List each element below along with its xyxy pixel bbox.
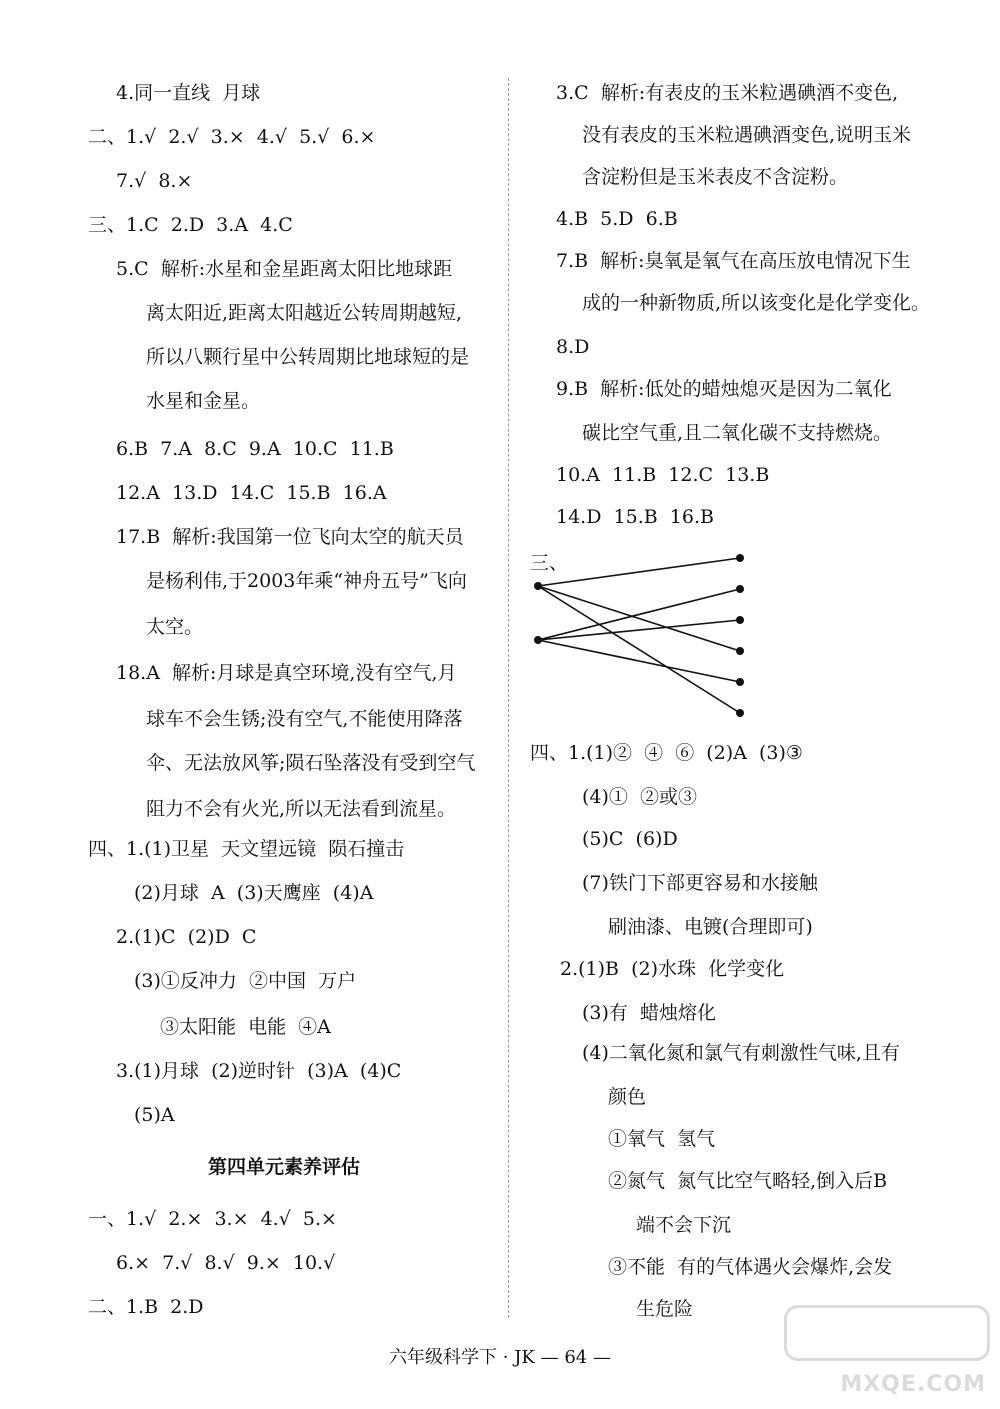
right-line-17: 刷油漆、电镀(合理即可) [608, 916, 813, 938]
left-line-27: 6.× 7.√ 8.√ 9.× 10.√ [116, 1252, 336, 1274]
left-line-23: 3.(1)月球 (2)逆时针 (3)A (4)C [116, 1060, 402, 1082]
match-left-dot-1 [534, 582, 542, 590]
right-line-2: 没有表皮的玉米粒遇碘酒变色,说明玉米 [582, 124, 912, 146]
match-line-2 [538, 586, 740, 651]
left-line-26: 一、1.√ 2.× 3.× 4.√ 5.× [88, 1208, 337, 1230]
right-line-26: 生危险 [636, 1298, 694, 1320]
right-line-15: (5)C (6)D [582, 828, 678, 850]
left-line-17: 阻力不会有火光,所以无法看到流星。 [146, 798, 457, 820]
match-right-dot-1 [736, 554, 744, 562]
right-line-24: 端不会下沉 [636, 1214, 732, 1236]
match-left-dot-2 [534, 636, 542, 644]
left-line-13: 太空。 [146, 616, 204, 638]
right-line-11: 14.D 15.B 16.B [556, 506, 714, 528]
left-line-5: 5.C 解析:水星和金星距离太阳比地球距 [116, 258, 453, 280]
matching-diagram [530, 548, 760, 728]
match-line-4 [538, 589, 740, 640]
right-line-25: ③不能 有的气体遇火会爆炸,会发 [608, 1256, 893, 1278]
left-line-14: 18.A 解析:月球是真空环境,没有空气,月 [116, 662, 457, 684]
left-line-16: 伞、无法放风筝;陨石坠落没有受到空气 [146, 752, 476, 774]
right-line-12: 三、 [530, 552, 569, 574]
right-line-14: (4)① ②或③ [582, 786, 697, 808]
match-line-1 [538, 558, 740, 586]
left-line-9: 6.B 7.A 8.C 9.A 10.C 11.B [116, 438, 394, 460]
right-line-16: (7)铁门下部更容易和水接触 [582, 872, 818, 894]
right-line-9: 碳比空气重,且二氧化碳不支持燃烧。 [582, 422, 893, 444]
right-line-20: (4)二氧化氮和氯气有刺激性气味,且有 [582, 1042, 900, 1064]
right-line-10: 10.A 11.B 12.C 13.B [556, 464, 770, 486]
right-line-22: ①氧气 氢气 [608, 1128, 716, 1150]
right-line-6: 成的一种新物质,所以该变化是化学变化。 [582, 292, 931, 314]
match-right-dot-4 [736, 647, 744, 655]
right-line-13: 四、1.(1)② ④ ⑥ (2)A (3)③ [530, 742, 803, 764]
left-line-3: 7.√ 8.× [116, 170, 193, 192]
right-line-18: 2.(1)B (2)水珠 化学变化 [560, 958, 785, 980]
left-line-10: 12.A 13.D 14.C 15.B 16.A [116, 482, 387, 504]
left-line-18: 四、1.(1)卫星 天文望远镜 陨石撞击 [88, 838, 405, 860]
right-line-3: 含淀粉但是玉米表皮不含淀粉。 [582, 166, 849, 188]
right-line-19: (3)有 蜡烛熔化 [582, 1002, 716, 1024]
watermark-text: MXQE.COM [840, 1372, 986, 1397]
column-divider [508, 78, 509, 1318]
left-line-15: 球车不会生锈;没有空气,不能使用降落 [146, 708, 463, 730]
right-line-5: 7.B 解析:臭氧是氧气在高压放电情况下生 [556, 250, 911, 272]
match-right-dot-5 [736, 678, 744, 686]
left-line-19: (2)月球 A (3)天鹰座 (4)A [134, 882, 374, 904]
right-line-7: 8.D [556, 336, 590, 358]
left-line-6: 离太阳近,距离太阳越近公转周期越短, [146, 302, 463, 324]
left-line-7: 所以八颗行星中公转周期比地球短的是 [146, 346, 470, 368]
left-line-1: 4.同一直线 月球 [116, 82, 261, 104]
match-line-5 [538, 620, 740, 640]
section-heading: 第四单元素养评估 [208, 1156, 361, 1178]
right-line-23: ②氮气 氮气比空气略轻,倒入后B [608, 1170, 888, 1192]
left-line-20: 2.(1)C (2)D C [116, 926, 257, 948]
match-line-6 [538, 640, 740, 682]
match-right-dot-3 [736, 616, 744, 624]
left-line-22: ③太阳能 电能 ④A [160, 1016, 331, 1038]
left-line-12: 是杨利伟,于2003年乘“神舟五号”飞向 [146, 570, 467, 592]
page-footer: 六年级科学下 · JK — 64 — [389, 1347, 611, 1368]
right-line-8: 9.B 解析:低处的蜡烛熄灭是因为二氧化 [556, 378, 892, 400]
left-line-28: 二、1.B 2.D [88, 1296, 204, 1318]
match-right-dot-6 [736, 709, 744, 717]
left-line-21: (3)①反冲力 ②中国 万户 [134, 970, 357, 992]
match-right-dot-2 [736, 585, 744, 593]
left-line-24: (5)A [134, 1104, 175, 1126]
right-line-4: 4.B 5.D 6.B [556, 208, 678, 230]
right-line-21: 颜色 [608, 1086, 647, 1108]
match-line-3 [538, 586, 740, 713]
left-line-8: 水星和金星。 [146, 390, 261, 412]
left-line-4: 三、1.C 2.D 3.A 4.C [88, 214, 293, 236]
left-line-11: 17.B 解析:我国第一位飞向太空的航天员 [116, 526, 464, 548]
right-line-1: 3.C 解析:有表皮的玉米粒遇碘酒不变色, [556, 82, 899, 104]
left-line-2: 二、1.√ 2.√ 3.× 4.√ 5.√ 6.× [88, 126, 376, 148]
